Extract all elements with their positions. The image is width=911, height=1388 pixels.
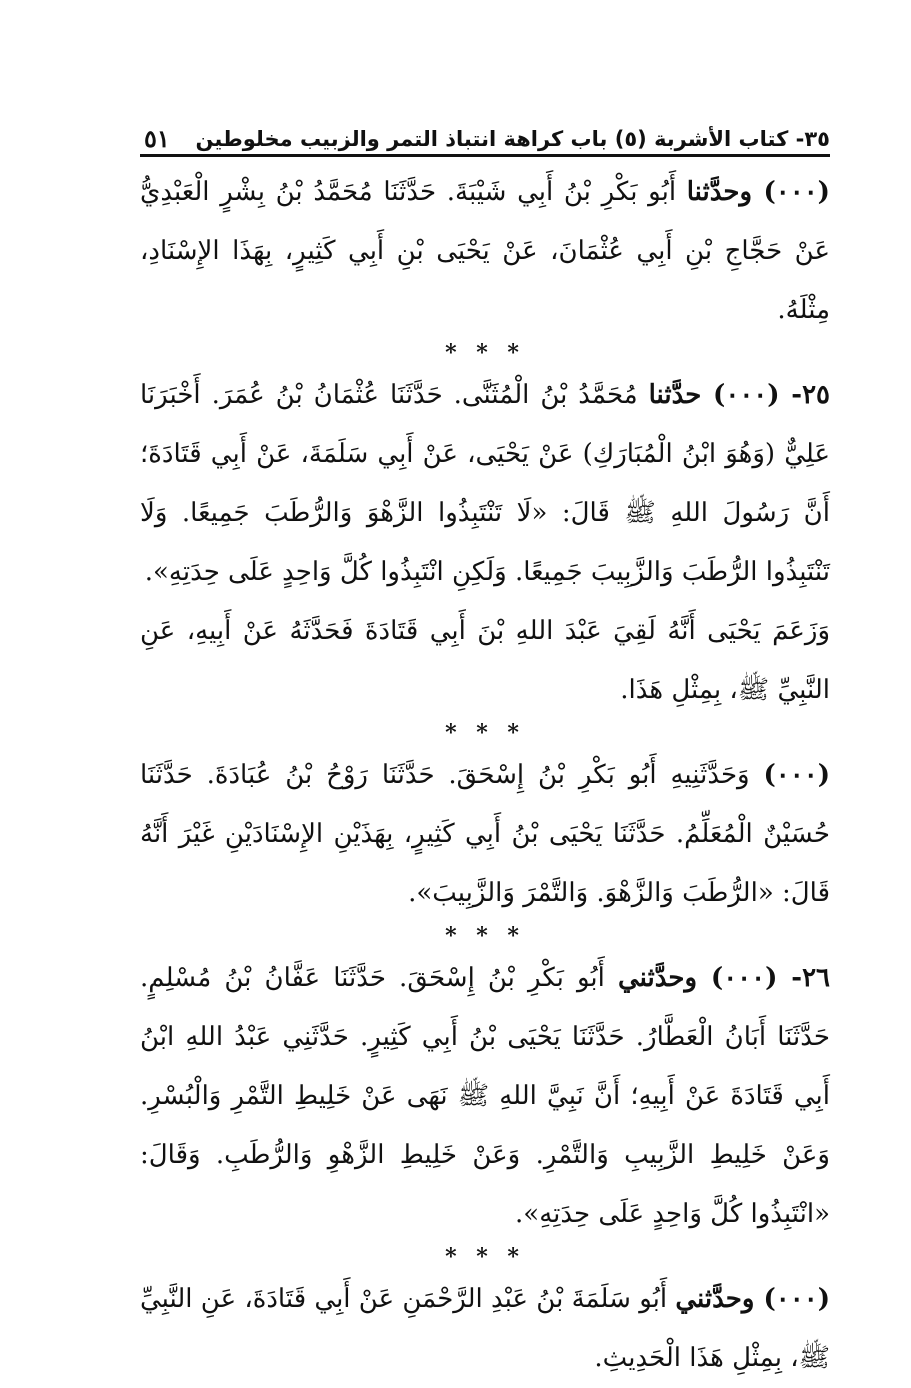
hadith-number: ٢٦- (٠٠٠) وحدَّثني <box>617 963 830 993</box>
hadith-number: ٢٥- (٠٠٠) حدَّثنا <box>648 380 831 410</box>
hadith-paragraph <box>140 949 830 1244</box>
page-body <box>140 157 830 1388</box>
section-separator: * * * <box>445 340 525 366</box>
hadith-text: أَبُو بَكْرِ بْنُ أَبِي شَيْبَةَ. حَدَّثَنَا مُحَمَّدُ بْنُ بِشْرٍ الْعَبْدِيُّ عَنْ حَجَّاجِ بْنِ أَبِي عُثْمَانَ، عَنْ يَحْيَى بْنِ أَبِي كَثِيرٍ، بِهَذَا الإِسْنَادِ، مِثْلَهُ. <box>140 177 830 325</box>
page-number: ٥١ <box>144 124 170 153</box>
hadith-text: مُحَمَّدُ بْنُ الْمُثَنَّى. حَدَّثَنَا عُثْمَانُ بْنُ عُمَرَ. أَخْبَرَنَا عَلِيٌّ (وَهُوَ ابْنُ الْمُبَارَكِ) عَنْ يَحْيَى، عَنْ أَبِي سَلَمَةَ، عَنْ أَبِي قَتَادَةَ؛ أَنَّ رَسُولَ اللهِ ﷺ قَالَ: «لَا تَنْتَبِذُوا الزَّهْوَ وَالرُّطَبَ جَمِيعًا. وَلَا تَنْتَبِذُوا الرُّطَبَ وَالزَّبِيبَ جَمِيعًا. وَلَكِنِ انْتَبِذُوا كُلَّ وَاحِدٍ عَلَى حِدَتِهِ». <box>140 380 830 587</box>
hadith-text: أَبُو سَلَمَةَ بْنُ عَبْدِ الرَّحْمَنِ عَنْ أَبِي قَتَادَةَ، عَنِ النَّبِيِّ ﷺ، بِمِثْلِ هَذَا الْحَدِيثِ. <box>140 1284 830 1373</box>
hadith-text: أَبُو بَكْرِ بْنُ إِسْحَقَ. حَدَّثَنَا عَفَّانُ بْنُ مُسْلِمٍ. حَدَّثَنَا أَبَانُ الْعَطَّارُ. حَدَّثَنَا يَحْيَى بْنُ أَبِي كَثِيرٍ. حَدَّثَنِي عَبْدُ اللهِ ابْنُ أَبِي قَتَادَةَ عَنْ أَبِيهِ؛ أَنَّ نَبِيَّ اللهِ ﷺ نَهَى عَنْ خَلِيطِ التَّمْرِ وَالْبُسْرِ. وَعَنْ خَلِيطِ الزَّبِيبِ وَالتَّمْرِ. وَعَنْ خَلِيطِ الزَّهْوِ وَالرُّطَبِ. وَقَالَ: «انْتَبِذُوا كُلَّ وَاحِدٍ عَلَى حِدَتِهِ». <box>140 963 830 1229</box>
running-title: ٣٥- كتاب الأشربة (٥) باب كراهة انتباذ التمر والزبيب مخلوطين <box>195 127 830 151</box>
page-header <box>140 110 830 157</box>
hadith-paragraph <box>140 602 830 720</box>
hadith-paragraph <box>140 163 830 340</box>
hadith-paragraph <box>140 366 830 602</box>
hadith-number: (٠٠٠) وحدَّثنا <box>686 177 830 207</box>
document-page <box>140 110 830 1388</box>
section-separator: * * * <box>445 923 525 949</box>
hadith-text: وَحَدَّثَنِيهِ أَبُو بَكْرِ بْنُ إِسْحَقَ. حَدَّثَنَا رَوْحُ بْنُ عُبَادَةَ. حَدَّثَنَا حُسَيْنٌ الْمُعَلِّمُ. حَدَّثَنَا يَحْيَى بْنُ أَبِي كَثِيرٍ، بِهَذَيْنِ الإِسْنَادَيْنِ غَيْرَ أَنَّهُ قَالَ: «الرُّطَبَ وَالزَّهْوَ. وَالتَّمْرَ وَالزَّبِيبَ». <box>140 760 830 908</box>
hadith-paragraph <box>140 1270 830 1388</box>
section-separator: * * * <box>445 1244 525 1270</box>
section-separator: * * * <box>445 720 525 746</box>
hadith-number: (٠٠٠) <box>763 760 830 790</box>
hadith-paragraph <box>140 746 830 923</box>
hadith-text: وَزَعَمَ يَحْيَى أَنَّهُ لَقِيَ عَبْدَ اللهِ بْنَ أَبِي قَتَادَةَ فَحَدَّثَهُ عَنْ أَبِيهِ، عَنِ النَّبِيِّ ﷺ، بِمِثْلِ هَذَا. <box>140 616 830 705</box>
hadith-number: (٠٠٠) وحدَّثني <box>675 1284 830 1314</box>
